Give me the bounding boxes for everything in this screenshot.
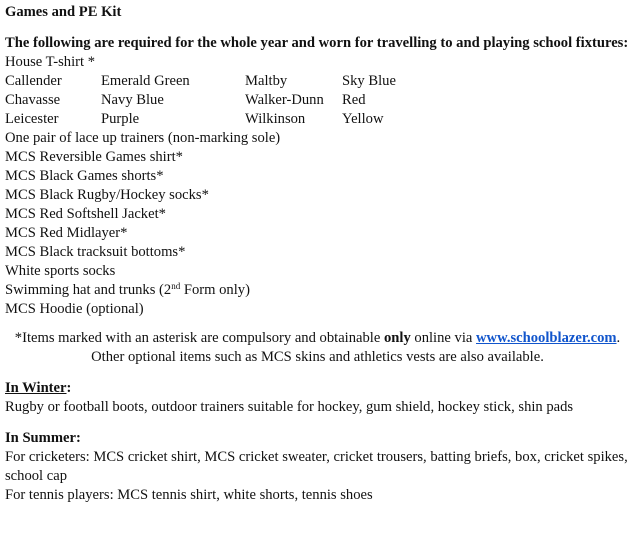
hoodie-item: MCS Hoodie (optional) [5,301,144,317]
summer-heading: In Summer: [5,430,81,446]
house-row [5,110,630,129]
kit-item: MCS Reversible Games shirt* [5,149,183,165]
swimming-item [5,281,630,300]
swimming-text-end: Form only) [180,282,250,298]
house-colour: Purple [101,111,140,127]
note-text: online via [410,330,477,346]
asterisk-note [5,329,630,367]
house-name: Callender [5,73,62,89]
house-colours-table [5,72,630,129]
house-colour: Red [342,92,366,108]
house-name: Leicester [5,111,59,127]
intro-text: The following are required for the whole year and worn for travelling to and playing school fixtures: [5,35,629,51]
house-row [5,72,630,91]
swimming-text: Swimming hat and trunks (2 [5,282,172,298]
winter-items: Rugby or football boots, outdoor trainers suitable for hockey, gum shield, hockey stick, shin pads [5,399,574,415]
cricketers-items: For cricketers: MCS cricket shirt, MCS cricket sweater, cricket trousers, batting briefs, box, cricket spikes, school cap [5,449,628,484]
winter-heading [5,379,630,398]
house-colour: Sky Blue [342,73,396,89]
kit-item: MCS Black tracksuit bottoms* [5,244,186,260]
kit-item: MCS Black Games shorts* [5,168,164,184]
house-name: Walker-Dunn [245,92,324,108]
note-line-1 [5,329,630,348]
kit-item: MCS Red Softshell Jacket* [5,206,166,222]
kit-item: MCS Black Rugby/Hockey socks* [5,187,209,203]
note-emphasis: only [383,330,411,346]
house-colour: Navy Blue [101,92,164,108]
note-period: . [616,330,621,346]
house-colour: Yellow [342,111,384,127]
note-text: *Items marked with an asterisk are compulsory and obtainable [14,330,384,346]
house-name: Wilkinson [245,111,306,127]
kit-item: White sports socks [5,263,116,279]
document [5,3,630,505]
note-line-2: Other optional items such as MCS skins and athletics vests are also available. [91,349,544,365]
house-name: Maltby [245,73,288,89]
kit-item: MCS Red Midlayer* [5,225,128,241]
house-row [5,91,630,110]
tennis-items: For tennis players: MCS tennis shirt, white shorts, tennis shoes [5,487,373,503]
schoolblazer-link[interactable]: www.schoolblazer.com [476,330,617,346]
ordinal-suffix: nd [171,281,181,291]
house-colour: Emerald Green [101,73,190,89]
winter-heading-colon: : [66,380,72,396]
winter-heading-text: In Winter [5,380,67,396]
house-name: Chavasse [5,92,61,108]
house-tshirt-item: House T-shirt * [5,54,95,70]
page-title: Games and PE Kit [5,4,122,20]
kit-item: One pair of lace up trainers (non-marking sole) [5,130,281,146]
